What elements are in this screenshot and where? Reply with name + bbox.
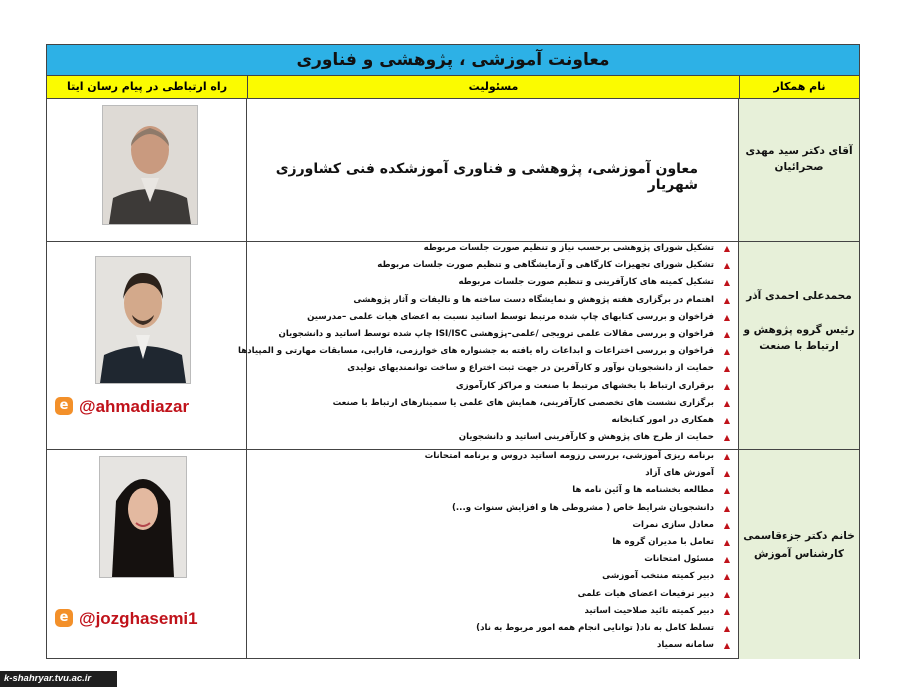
person-portrait-icon <box>96 257 190 383</box>
responsibility-cell <box>238 242 739 449</box>
arrow-up-icon: ▲ <box>723 623 730 633</box>
eitaa-contact[interactable] <box>55 606 247 632</box>
page-title: معاونت آموزشی ، پژوهشی و فناوری <box>47 45 859 76</box>
person-portrait-icon <box>103 106 197 224</box>
arrow-up-icon: ▲ <box>723 589 730 599</box>
list-item: ▲ اهتمام در برگزاری هفته پژوهش و نمایشگاه دست ساخته ها و تالیفات و آثار پژوهشی <box>238 292 732 309</box>
list-item: ▲ دبیر کمیته تائید صلاحیت اساتید <box>425 603 732 620</box>
person-portrait-icon <box>100 457 186 577</box>
staff-name: محمدعلی احمدی آذر <box>746 290 852 302</box>
arrow-up-icon: ▲ <box>723 312 730 322</box>
list-item: ▲ دانشجویان شرایط خاص ( مشروطی ها و افزایش سنوات و...) <box>425 500 732 517</box>
list-item: ▲ تعامل با مدیران گروه ها <box>425 534 732 551</box>
table-row <box>47 450 859 659</box>
table-header <box>47 76 859 99</box>
responsibility-text: معاون آموزشی، پژوهشی و فناوری آموزشکده فنی کشاورزی شهریار <box>275 161 698 193</box>
arrow-up-icon: ▲ <box>723 433 730 443</box>
list-item: ▲ آموزش های آزاد <box>425 465 732 482</box>
table-row <box>47 242 859 450</box>
list-item: ▲ برگزاری نشست های تخصصی کارآفرینی، همایش های علمی یا سمینارهای ارتباط با صنعت <box>238 395 732 412</box>
list-item: ▲ تسلط کامل به ناد( توانایی انجام همه امور مربوط به ناد) <box>425 620 732 637</box>
name-cell <box>739 450 859 659</box>
list-item: ▲ مسئول امتحانات <box>425 551 732 568</box>
arrow-up-icon: ▲ <box>723 452 730 461</box>
staff-table <box>46 44 860 659</box>
arrow-up-icon: ▲ <box>723 381 730 391</box>
eitaa-contact[interactable] <box>55 394 247 420</box>
arrow-up-icon: ▲ <box>723 244 730 253</box>
arrow-up-icon: ▲ <box>723 503 730 513</box>
responsibility-cell <box>247 450 739 659</box>
header-contact: راه ارتباطی در پیام رسان ایتا <box>66 80 228 93</box>
list-item: ▲ تشکیل کمیته های کارآفرینی و تنظیم صورت جلسات مربوطه <box>238 274 732 291</box>
arrow-up-icon: ▲ <box>723 486 730 496</box>
list-item: ▲ حمایت از دانشجویان نوآور و کارآفرین در جهت ثبت اختراع و ساخت توانمندیهای تولیدی <box>238 360 732 377</box>
arrow-up-icon: ▲ <box>723 261 730 271</box>
name-cell <box>739 242 859 449</box>
list-item: ▲ مطالعه بخشنامه ها و آئین نامه ها <box>425 482 732 499</box>
arrow-up-icon: ▲ <box>723 572 730 582</box>
staff-role: رئیس گروه پژوهش و ارتباط با صنعت <box>743 324 855 352</box>
arrow-up-icon: ▲ <box>723 555 730 565</box>
contact-cell <box>47 450 247 659</box>
eitaa-handle[interactable]: @ahmadiazar <box>79 397 190 416</box>
arrow-up-icon: ▲ <box>723 278 730 288</box>
arrow-up-icon: ▲ <box>723 415 730 425</box>
contact-cell <box>47 99 247 241</box>
responsibility-list <box>238 240 732 446</box>
list-item: ▲ معادل سازی نمرات <box>425 517 732 534</box>
arrow-up-icon: ▲ <box>723 537 730 547</box>
arrow-up-icon: ▲ <box>723 347 730 357</box>
list-item: ▲ دبیر کمیته منتخب آموزشی <box>425 568 732 585</box>
staff-role: کارشناس آموزش <box>753 548 844 560</box>
responsibility-cell <box>247 99 739 241</box>
list-item: ▲ برنامه ریزی آموزشی، بررسی رزومه اساتید دروس و برنامه امتحانات <box>425 448 732 465</box>
staff-name: خانم دکتر جزءقاسمی <box>743 530 855 542</box>
eitaa-logo-icon: e <box>55 397 73 415</box>
staff-photo <box>102 105 198 225</box>
list-item: ▲ فراخوان و بررسی مقالات علمی ترویجی /علمی–پژوهشی ISI/ISC چاپ شده توسط اساتید و دانشجویان <box>238 326 732 343</box>
header-responsibility: مسئولیت <box>468 80 519 93</box>
staff-photo <box>99 456 187 578</box>
arrow-up-icon: ▲ <box>723 364 730 374</box>
arrow-up-icon: ▲ <box>723 398 730 408</box>
eitaa-handle[interactable]: @jozghasemi1 <box>79 609 198 628</box>
list-item: ▲ همکاری در امور کتابخانه <box>238 412 732 429</box>
eitaa-logo-icon: e <box>55 609 73 627</box>
list-item: ▲ تشکیل شورای پژوهشی برحسب نیاز و تنظیم صورت جلسات مربوطه <box>238 240 732 257</box>
site-url-badge[interactable]: k-shahryar.tvu.ac.ir <box>0 671 117 687</box>
arrow-up-icon: ▲ <box>723 641 730 651</box>
list-item: ▲ فراخوان و بررسی کتابهای چاپ شده مرتبط توسط اساتید نسبت به اعضای هیات علمی –مدرسین <box>238 309 732 326</box>
responsibility-list <box>425 448 732 654</box>
list-item: ▲ فراخوان و بررسی اختراعات و ابداعات راه یافته به جشنواره های خوارزمی، فارابی، مسابقات مهارتی و المپیادها <box>238 343 732 360</box>
arrow-up-icon: ▲ <box>723 606 730 616</box>
name-cell <box>739 99 859 241</box>
list-item: ▲ برقراری ارتباط با بخشهای مرتبط با صنعت و مراکز کارآموزی <box>238 378 732 395</box>
list-item: ▲ حمایت از طرح های پژوهش و کارآفرینی اساتید و دانشجویان <box>238 429 732 446</box>
list-item: ▲ سامانه سمیاد <box>425 637 732 654</box>
list-item: ▲ تشکیل شورای تجهیزات کارگاهی و آزمایشگاهی و تنظیم صورت جلسات مربوطه <box>238 257 732 274</box>
header-name: نام همکار <box>773 80 826 93</box>
table-row <box>47 99 859 242</box>
arrow-up-icon: ▲ <box>723 295 730 305</box>
staff-photo <box>95 256 191 384</box>
list-item: ▲ دبیر ترفیعات اعضای هیات علمی <box>425 586 732 603</box>
arrow-up-icon: ▲ <box>723 469 730 479</box>
arrow-up-icon: ▲ <box>723 520 730 530</box>
contact-cell <box>47 242 247 449</box>
staff-name: آقای دکتر سید مهدی صحرائیان <box>745 145 853 173</box>
arrow-up-icon: ▲ <box>723 329 730 339</box>
